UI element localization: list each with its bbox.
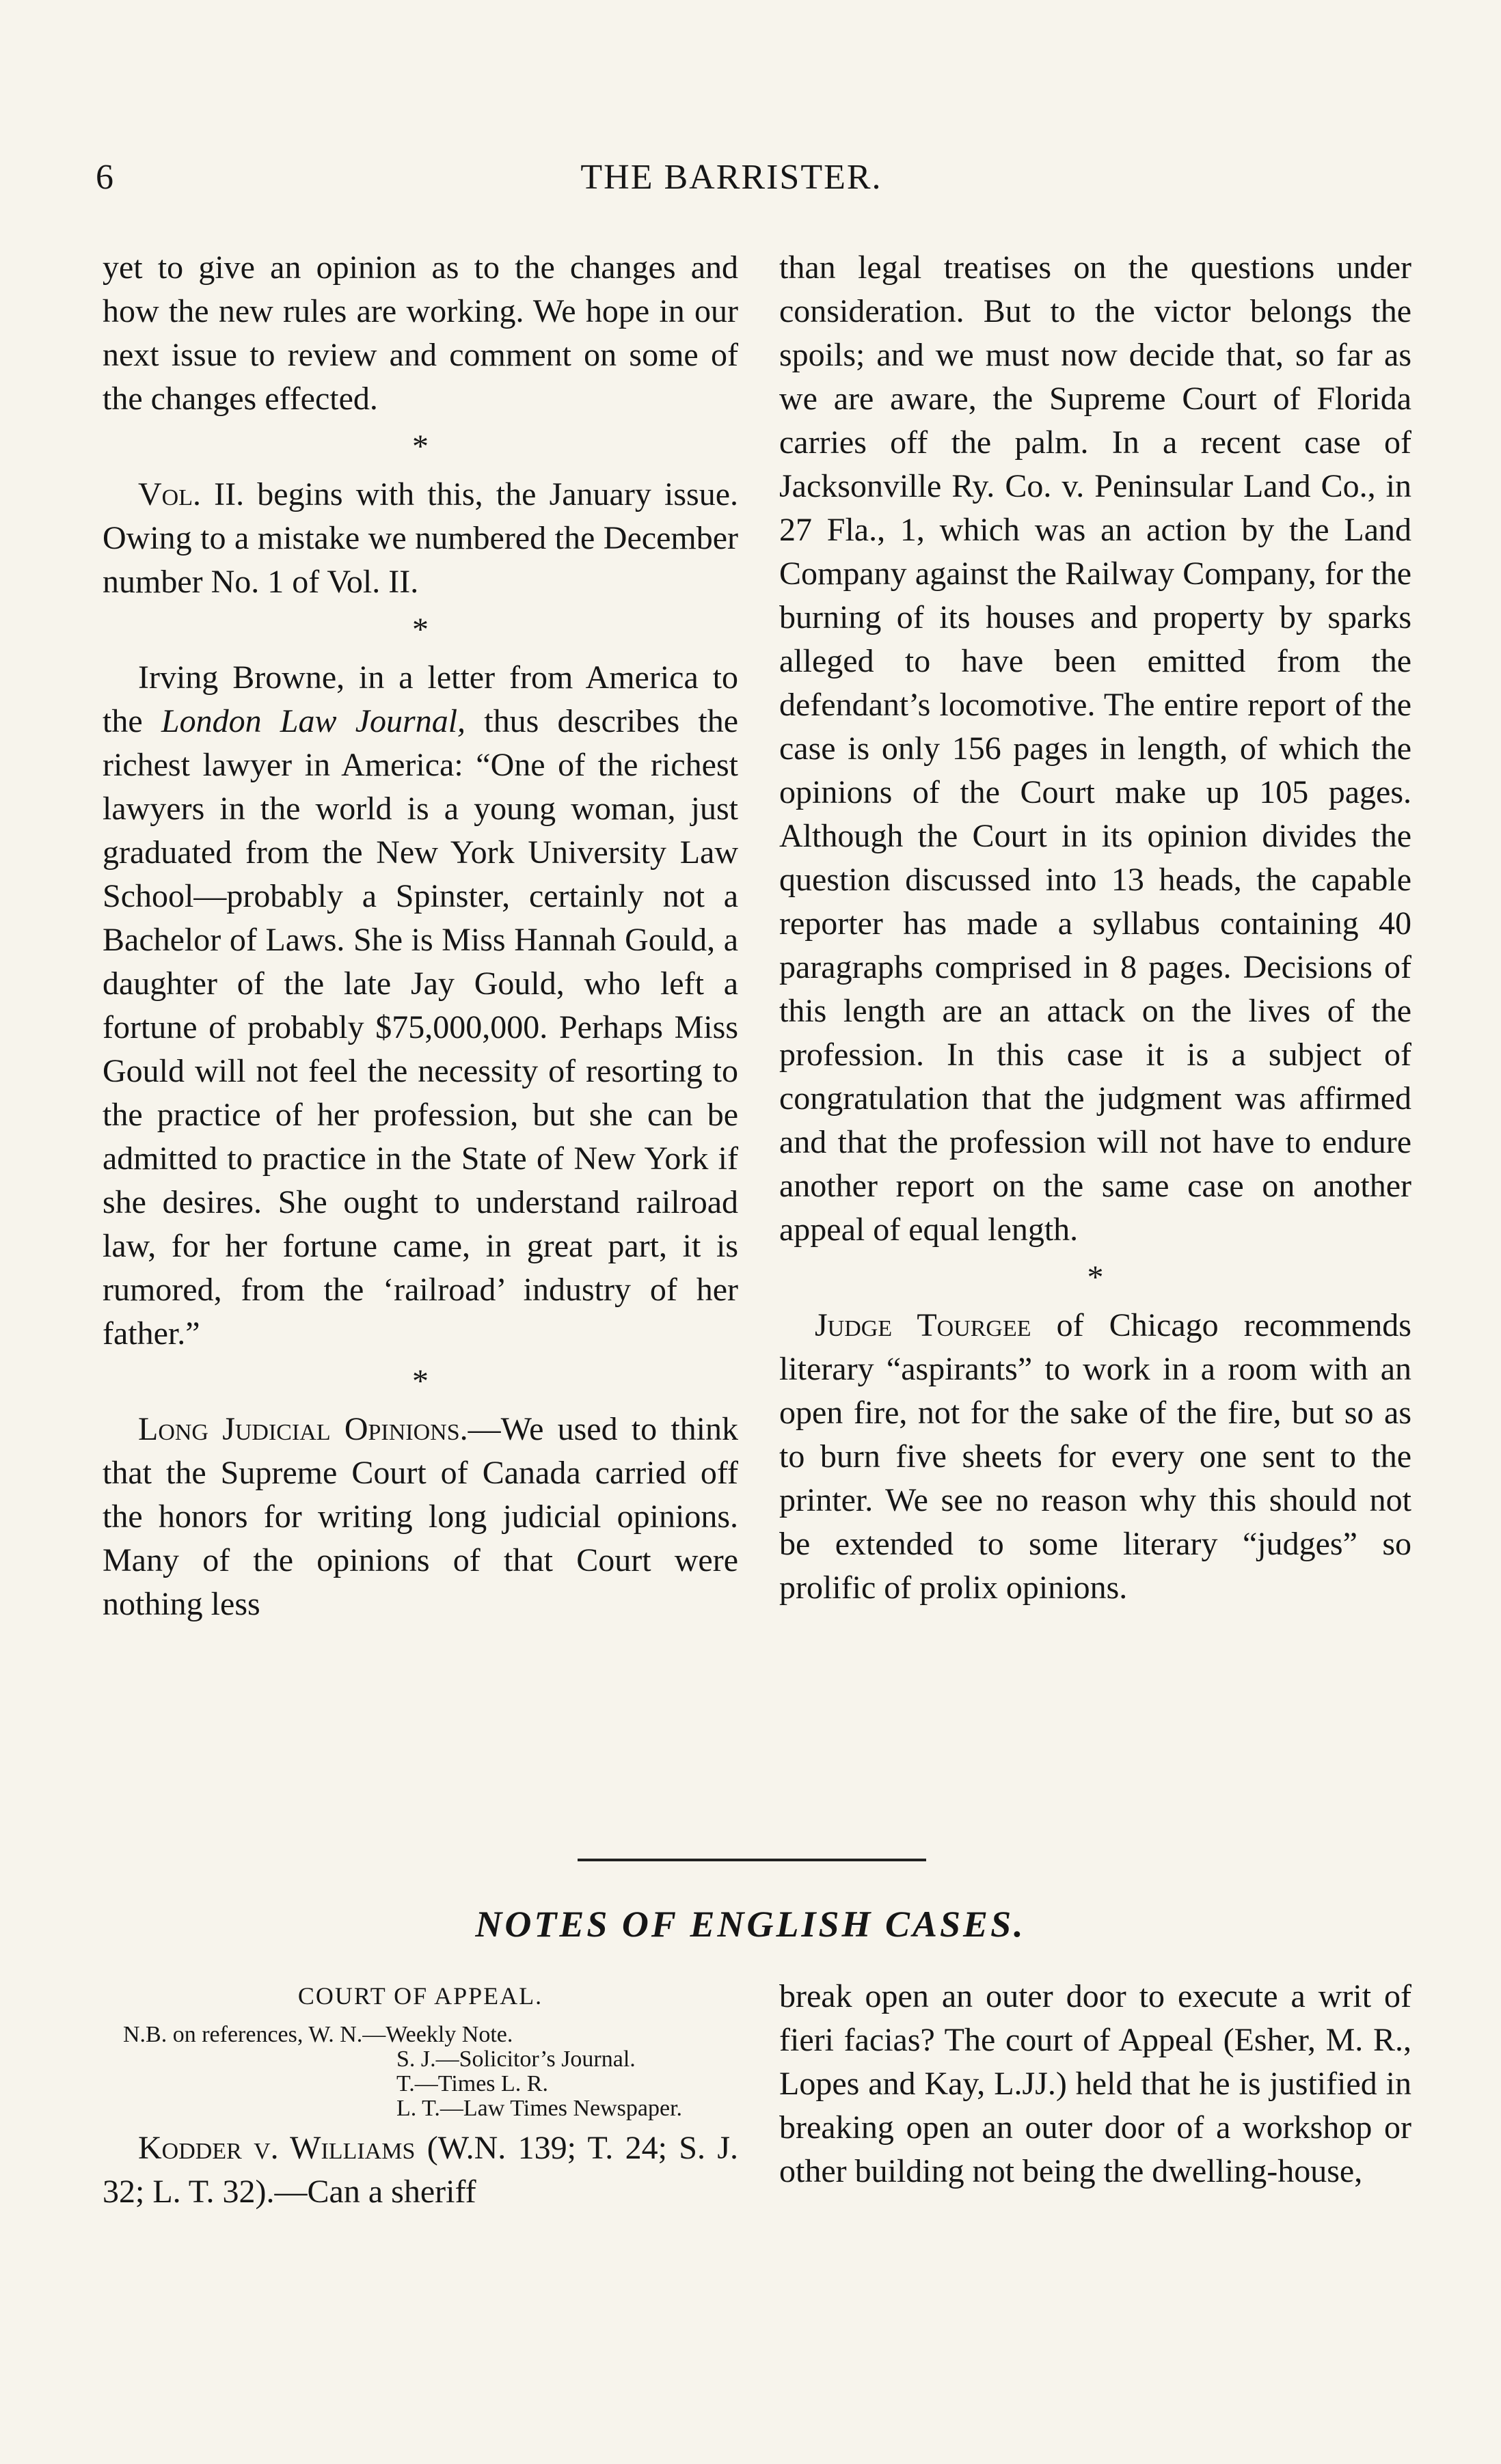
notes-right-column: break open an outer door to execute a writ of fieri facias? The court of Appeal (Esher, M. R., Lopes and Kay, L.JJ.) held that he is justified in breaking open an outer door of a workshop or other building not being the dwelling-house, (779, 1978, 1411, 2189)
section-asterisk: * (412, 428, 429, 465)
case-name: Kodder v. Williams (138, 2130, 416, 2166)
right-paragraph-2 (779, 1304, 1411, 1610)
left-paragraph-3 (103, 656, 738, 1356)
reference-item: S. J.—Solicitor’s Journal. (396, 2047, 636, 2072)
notes-left-column (103, 1982, 738, 2214)
left-paragraph-2 (103, 473, 738, 604)
case-paragraph (103, 2126, 738, 2214)
section-heading: NOTES OF ENGLISH CASES. (475, 1904, 1026, 1945)
tourgee-text: of Chicago recommends literary “aspirants” to work in a room with an open fire, not for the sake of the fire, but so as to burn five sheets for every one sent to the printer. We see no reason why this should not be extended to some literary “judges” so prolific of prolix opinions. (779, 1307, 1411, 1606)
page-number: 6 (96, 158, 113, 197)
case-citation: (W.N. 139; T. 24; S. J. 32; L. T. 32).—Can a sheriff (103, 2130, 738, 2210)
left-column (103, 246, 738, 1626)
tourgee-lead: Judge Tourgee (815, 1307, 1031, 1343)
browne-text-a: Irving Browne, in a letter from America to the (103, 659, 738, 739)
reference-item: T.—Times L. R. (396, 2071, 548, 2096)
right-column (779, 246, 1411, 1610)
journal-title: London Law Journal, (161, 703, 466, 739)
vol-lead: Vol. II. (138, 476, 245, 512)
left-paragraph-1: yet to give an opinion as to the changes and how the new rules are working. We hope in our next issue to review and comment on some of the changes effected. (103, 249, 738, 417)
section-asterisk: * (1087, 1259, 1104, 1296)
left-paragraph-4 (103, 1408, 738, 1626)
section-asterisk: * (412, 612, 429, 648)
section-asterisk: * (412, 1363, 429, 1399)
reference-item: L. T.—Law Times Newspaper. (396, 2096, 683, 2121)
court-heading: COURT OF APPEAL. (297, 1982, 543, 2010)
section-divider (578, 1859, 926, 1861)
reference-intro: N.B. on references, W. N.—Weekly Note. (123, 2022, 513, 2047)
reference-key (103, 2023, 738, 2121)
browne-text-b: thus describes the richest lawyer in America: “One of the richest lawyers in the world is a young woman, just graduated from the New York University Law School—probably a Spinster, certainly not a Bachelor of Laws. She is Miss Hannah Gould, a daughter of the late Jay Gould, who left a fortune of probably $75,000,000. Perhaps Miss Gould will not feel the necessity of resorting to the practice of her profession, but she can be admitted to practice in the State of New York if she desires. She ought to understand railroad law, for her fortune came, in great part, it is rumored, from the ‘railroad’ industry of her father.” (103, 703, 739, 1352)
opinions-lead: Long Judicial Opinions. (138, 1411, 468, 1447)
running-title: THE BARRISTER. (580, 158, 882, 197)
right-paragraph-1: than legal treatises on the questions under consideration. But to the victor belongs the spoils; and we must now decide that, so far as we are aware, the Supreme Court of Florida carries off the palm. In a recent case of Jacksonville Ry. Co. v. Peninsular Land Co., in 27 Fla., 1, which was an action by the Land Company against the Railway Company, for the burning of its houses and property by sparks alleged to have been emitted from the defendant’s locomotive. The entire report of the case is only 156 pages in length, of which the opinions of the Court make up 105 pages. Although the Court in its opinion divides the question discussed into 13 heads, the capable reporter has made a syllabus containing 40 paragraphs comprised in 8 pages. Decisions of this length are an attack on the lives of the profession. In this case it is a subject of congratulation that the judgment was affirmed and that the profession will not have to endure another report on the same case on another appeal of equal length. (779, 249, 1411, 1248)
page-header (96, 157, 1367, 212)
opinions-text: —We used to think that the Supreme Court of Canada carried off the honors for writing long judicial opinions. Many of the opinions of that Court were nothing less (103, 1411, 739, 1622)
vol-text: begins with this, the January issue. Owing to a mistake we numbered the December number No. 1 of Vol. II. (103, 476, 738, 600)
